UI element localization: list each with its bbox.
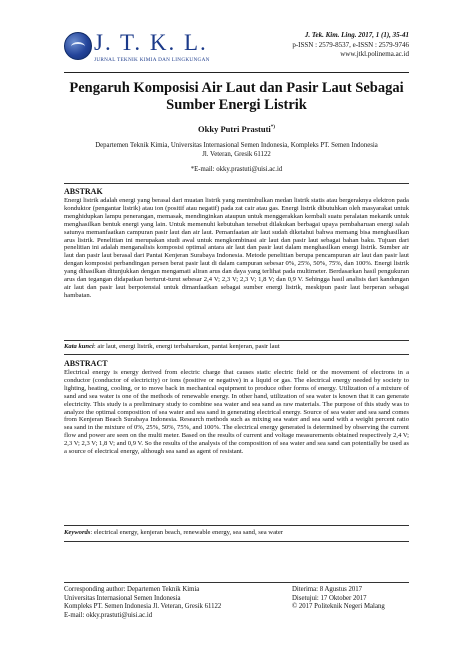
abstract-heading: ABSTRACT <box>64 359 108 368</box>
abstract-bottom-divider <box>64 541 409 542</box>
affiliation-line-2: Jl. Veteran, Gresik 61122 <box>202 151 271 158</box>
kata-kunci <box>64 343 409 351</box>
abstract-body: Electrical energy is energy derived from electric charge that causes static electric field or the movement of electrons in a conductor (conductor of electricity) or ions (positive or negative) in a liquid or gas. The electrical energy needed by society to lighting, heating, cooling, or to move back in mechanical equipment to produce other forms of energy. Utilization of a mixture of sand and sea water is one of the methods of renewable energy. In other hand, utilization of sea water is known that it can generate electricity. This study is a preliminary study to combine sea water and sea sand as raw materials. The purpose of this study was to analyze the optimal composition of sea water and sea sand in generating electrical energy. Source of sea water and sea sand comes from Kenjeran Beach Surabaya Indonesia. Research methods such as mixing sea water and sea sand with a weight percent ratio sea sand in the mixture of 0%, 25%, 50%, 75%, and 100%. The electrical energy generated is determined by observing the current flow and power are seen on the multi meter. Based on the results of current and voltage measurements obtained respectively 2,4 V; 2,3 V; 2,3 V; 1,8 V; and 0,9 V. So the results of the analysis of the composition of sea water and sea sand can potentially be used as a source of electrical energy, although sea sand as agent of resistant. <box>64 369 409 456</box>
website-link[interactable]: www.jtkl.polinema.ac.id <box>340 50 409 58</box>
author-mark: *) <box>270 125 275 131</box>
abstrak-heading: ABSTRAK <box>64 187 103 196</box>
header-divider <box>64 72 409 73</box>
kata-kunci-label: Kata kunci <box>64 343 94 350</box>
footer-left-line: Universitas Internasional Semen Indonesia <box>64 594 181 602</box>
author-line <box>64 124 409 134</box>
author-name: Okky Putri Prastuti <box>198 124 271 134</box>
journal-info <box>292 31 409 60</box>
keywords-label: Keywords <box>64 529 91 536</box>
logo-subtitle: JURNAL TEKNIK KIMIA DAN LINGKUNGAN <box>94 57 210 63</box>
journal-logo <box>64 30 239 70</box>
journal-reference: J. Tek. Kim. Ling. 2017, 1 (1), 35-41 <box>304 31 409 39</box>
footer-divider <box>64 582 409 583</box>
footer-left-line: Kompleks PT. Semen Indonesia Jl. Veteran, Gresik 61122 <box>64 603 222 611</box>
date-received: Diterima: 8 Agustus 2017 <box>292 586 363 593</box>
footer-left-line: Corresponding author: Departemen Teknik Kimia <box>64 586 200 593</box>
date-accepted: Disetujui: 17 Oktober 2017 <box>292 594 367 602</box>
affiliation-line-1: Departemen Teknik Kimia, Universitas Internasional Semen Indonesia, Kompleks PT. Semen Indonesia <box>95 142 378 149</box>
journal-header <box>64 30 409 70</box>
kata-kunci-values: : air laut, energi listrik, energi terbaharukan, pantai kenjeran, pasir laut <box>93 343 280 350</box>
paper-title: Pengaruh Komposisi Air Laut dan Pasir Laut Sebagai Sumber Energi Listrik <box>69 80 404 113</box>
abstrak-top-divider <box>64 183 409 184</box>
abstrak-bottom-divider <box>64 354 409 355</box>
keywords <box>64 529 409 537</box>
abstrak-kw-divider <box>64 340 409 341</box>
author-email[interactable]: *E-mail: okky.prastuti@uisi.ac.id <box>190 166 283 173</box>
affiliation <box>64 141 409 159</box>
footer-email[interactable]: E-mail: okky.prastuti@uisi.ac.id <box>64 611 153 619</box>
keywords-values: : electrical energy, kenjeran beach, renewable energy, sea sand, sea water <box>90 529 283 536</box>
copyright: © 2017 Politeknik Negeri Malang <box>292 603 385 611</box>
issn: p-ISSN : 2579-8537, e-ISSN : 2579-9746 <box>292 40 409 49</box>
abstrak-body: Energi listrik adalah energi yang berasal dari muatan listrik yang menimbulkan medan listrik statis atau bergeraknya elektron pada konduktor (pengantar listrik) atau ion (positif atau negatif) pada zat cair atau gas. Energi listrik dibutuhkan oleh masyarakat untuk menghidupkan lampu penerangan, memasak, mendinginkan ataupun untuk menggerakkan kembali suatu peralatan mekanik untuk menghasilkan bentuk energi yang lain. Untuk memenuhi kebutuhan tersebut dilakukan berbagai upaya pembaharuan energi salah satunya memanfaatkan campuran pasir laut dan air laut. Pemanfaatan air laut sudah diketahui bahwa memang bisa menghasilkan arus listrik. Penelitian ini merupakan studi awal untuk mengkombinasi air laut dan pasir laut sebagai bahan baku. Tujuan dari penelitian ini adalah menganalisis komposisi optimal antara air laut dan pasir laut dalam menghasilkan energi listrik. Sumber air laut dan pasir laut berasal dari Pantai Kenjeran Surabaya Indonesia. Metode penelitian berupa pencampuran air laut dan pasir laut dengan komposisi perbandingan persen berat pasir laut di dalam campuran sebesar 0%, 25%, 50%, 75%, dan 100%. Energi listrik yang dihasilkan ditunjukkan dengan mengamati aliran arus dan daya yang terlihat pada multimeter. Berdasarkan hasil pengukuran arus dan tegangan didapatkan berturut-turut sebesar 2,4 V; 2,3 V; 2,3 V; 1,8 V; dan 0,9 V. Sehingga hasil analisis dari kandungan air laut dan pasir laut berpotensial untuk dimanfaatkan sebagai sumber energi listrik, meskipun pasir laut berperan sebagai hambatan. <box>64 197 409 299</box>
corresponding-author <box>64 586 294 620</box>
logo-text: J. T. K. L. <box>94 30 208 55</box>
submission-dates <box>292 586 412 612</box>
globe-icon <box>64 32 92 60</box>
abstract-kw-divider <box>64 525 409 526</box>
